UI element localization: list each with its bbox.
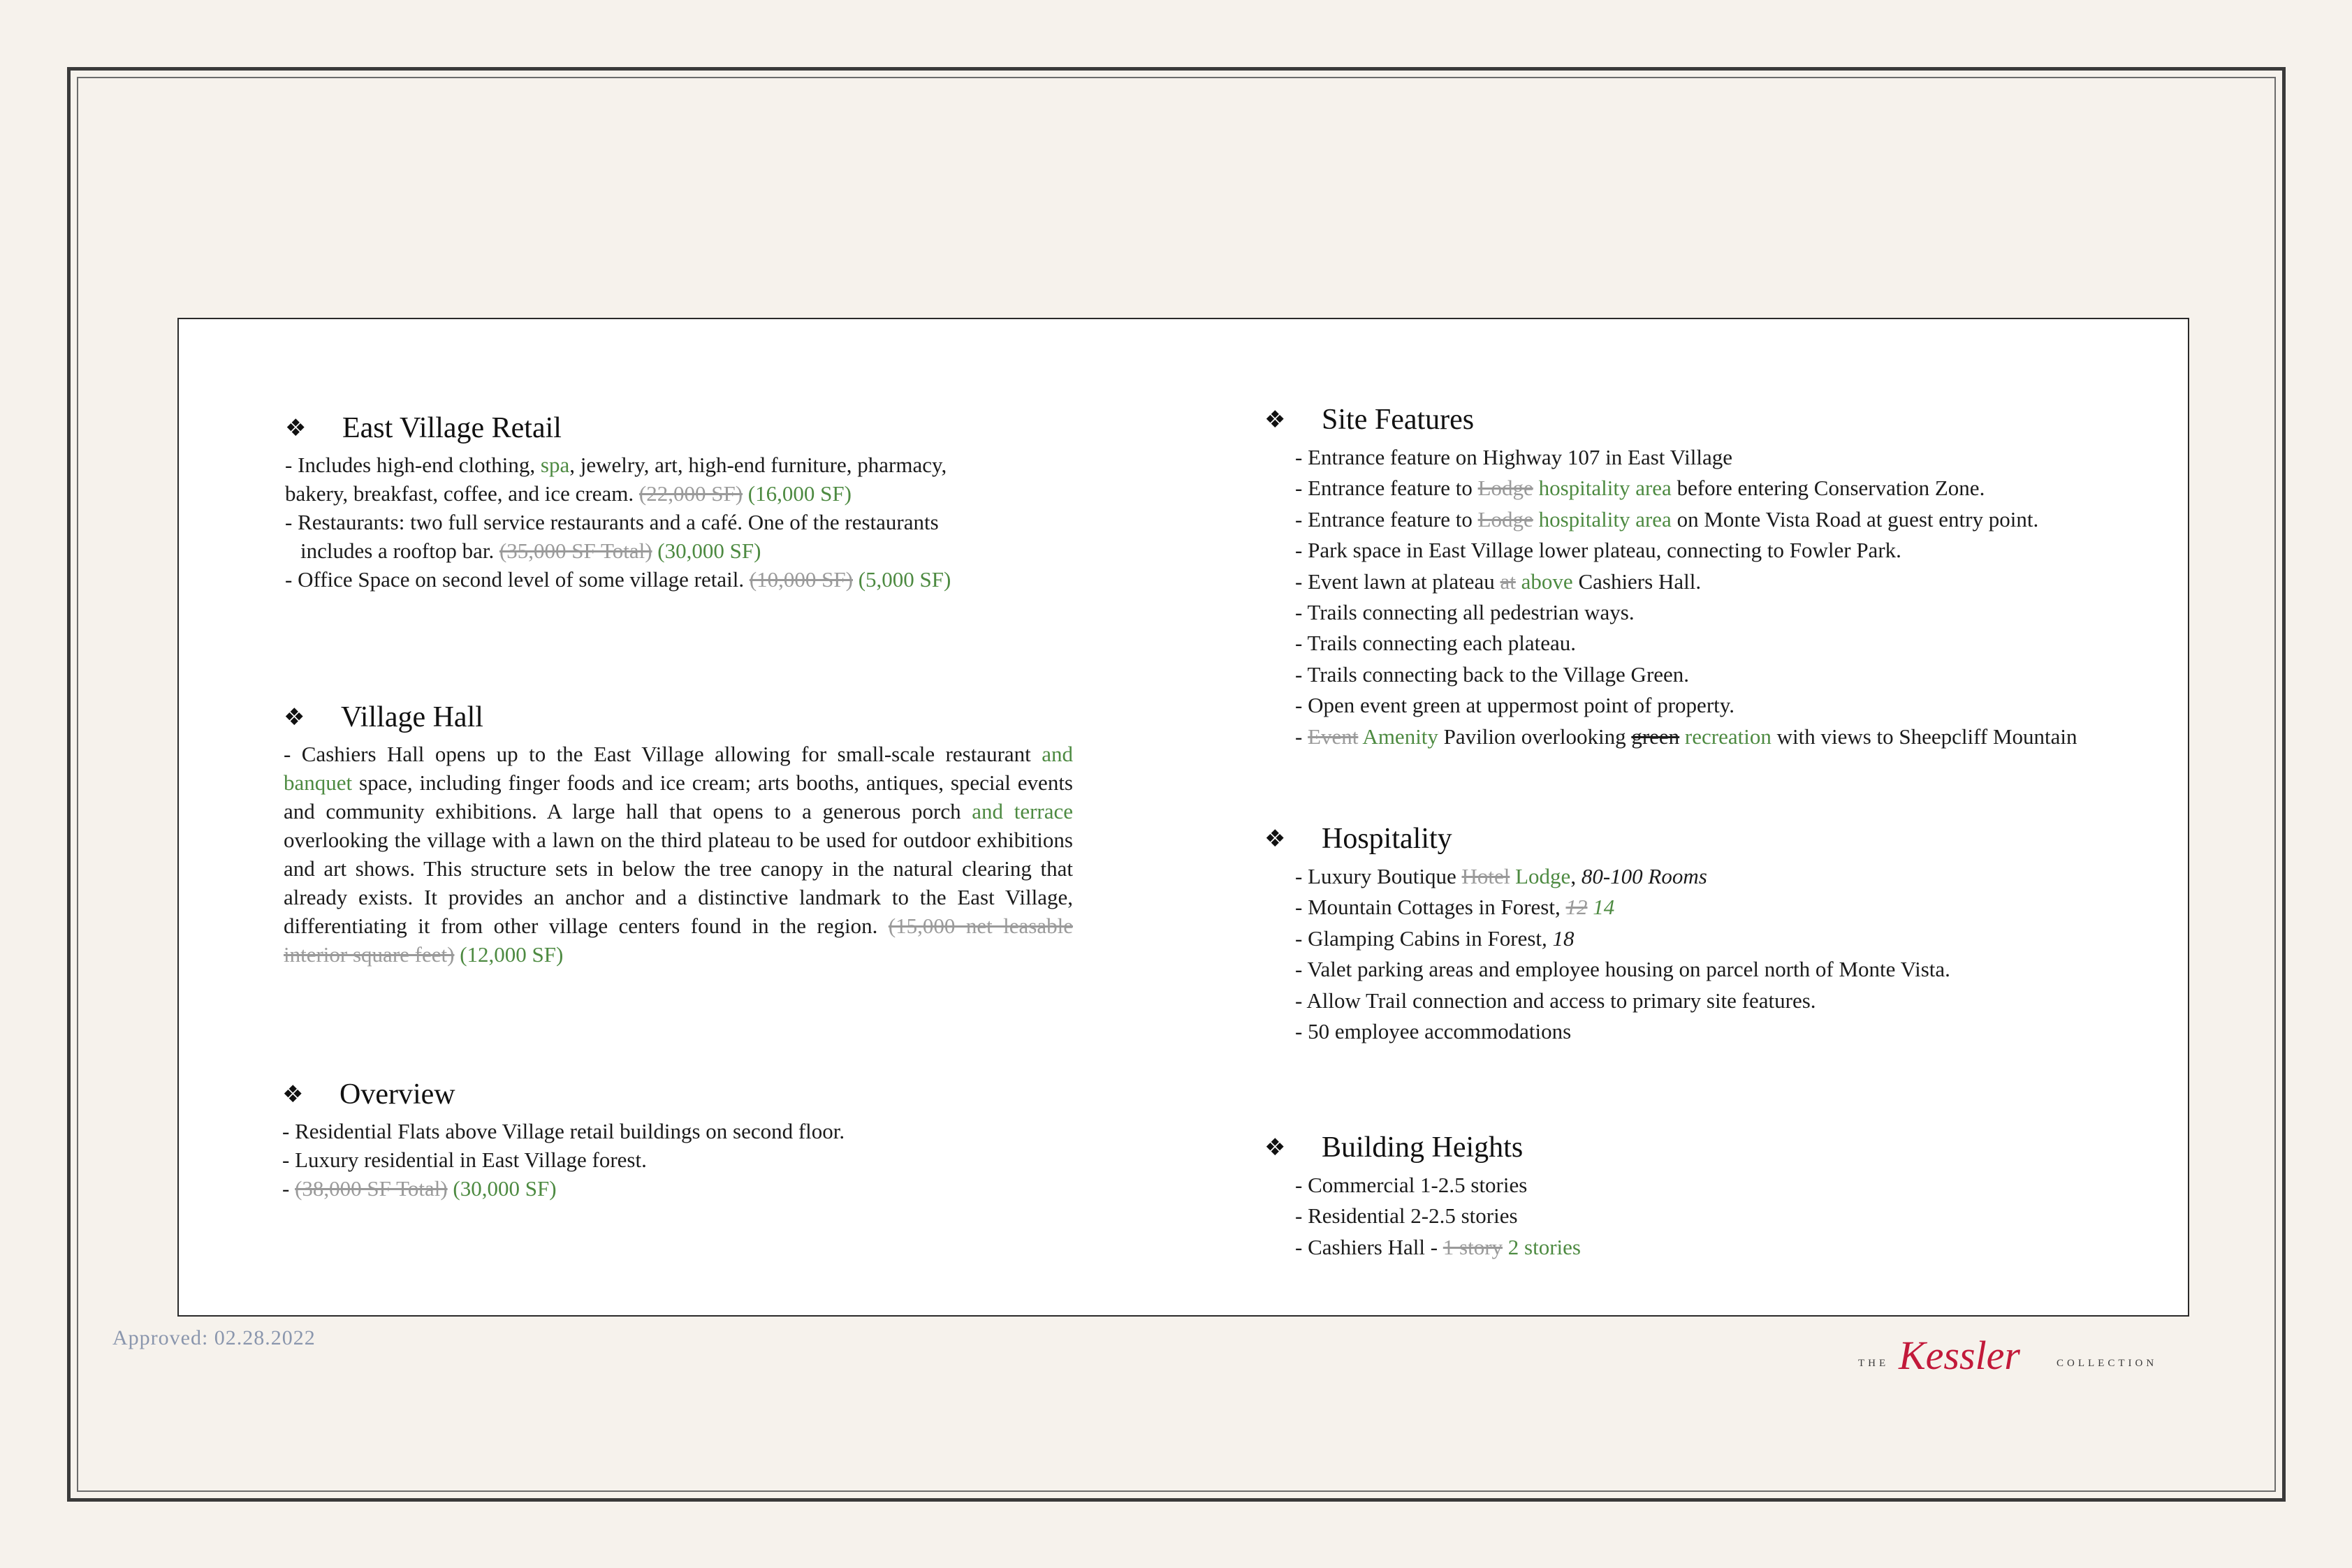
added-text: (16,000 SF): [743, 481, 852, 506]
text: - Luxury Boutique: [1295, 864, 1462, 888]
section-heading: [284, 701, 1073, 734]
section-heading: [1264, 822, 2172, 856]
section-heading: [1264, 1131, 2172, 1164]
text: - Luxury residential in East Village forest.: [282, 1148, 647, 1172]
added-text: (30,000 SF): [652, 538, 761, 563]
removed-text: Lodge: [1477, 476, 1533, 501]
removed-text: green: [1631, 724, 1680, 749]
section-heading: [1264, 403, 2172, 437]
text: -: [1295, 724, 1308, 749]
added-text: 2 stories: [1503, 1234, 1581, 1259]
section-body: [285, 450, 1109, 594]
text: - Open event green at uppermost point of property.: [1295, 693, 1734, 718]
diamond-bullet-icon: ❖: [284, 703, 305, 731]
text: - Mountain Cottages in Forest: [1295, 895, 1555, 920]
section-body: [282, 1117, 1086, 1203]
text: - Restaurants: two full service restaurants and a café. One of the restaurants: [285, 510, 939, 534]
text: - Trails connecting back to the Village Green.: [1295, 661, 1690, 687]
text: before entering Conservation Zone.: [1671, 476, 1985, 501]
text: , jewelry, art, high-end furniture, pharmacy,: [569, 453, 947, 477]
section-title: Building Heights: [1322, 1131, 1524, 1164]
removed-text: (10,000 SF): [749, 567, 853, 592]
added-text: (12,000 SF): [454, 942, 564, 967]
added-text: (30,000 SF): [447, 1176, 557, 1201]
section-east-village-retail: [285, 411, 1109, 594]
added-text: and terrace: [972, 799, 1074, 823]
removed-text: (15,000 net leasable interior square feet): [284, 914, 1073, 967]
italic-text: 80-100 Rooms: [1581, 864, 1707, 888]
removed-text: Hotel: [1461, 864, 1510, 888]
section-overview: [282, 1078, 1086, 1203]
text: Cashiers Hall.: [1572, 569, 1702, 594]
section-village-hall: [284, 701, 1073, 969]
section-title: Overview: [339, 1078, 455, 1111]
added-text: spa: [540, 453, 570, 477]
italic-text: , 18: [1542, 925, 1575, 951]
text: space, including finger foods and ice cream; arts booths, antiques, special events and community exhibitions. A large hall that opens to a generous porch: [284, 770, 1073, 823]
added-text: Amenity: [1358, 724, 1438, 749]
removed-text: Lodge: [1477, 506, 1533, 532]
text: Pavilion overlooking: [1438, 724, 1632, 749]
section-body: [1264, 1170, 2172, 1263]
section-title: Hospitality: [1322, 823, 1452, 855]
text: -: [282, 1176, 295, 1201]
section-building-heights: [1264, 1131, 2172, 1263]
text: overlooking the village with a lawn on the third plateau to be used for outdoor exhibitions and art shows. This structure sets in below the tree canopy in the natural clearing that already exists. It provides an anchor and a distinctive landmark to the East Village, differentiating it from other village centers found in the region.: [284, 828, 1073, 938]
text: with views to Sheepcliff Mountain: [1771, 724, 2077, 749]
text: - Cashiers Hall -: [1295, 1234, 1443, 1259]
section-title: Site Features: [1322, 404, 1475, 436]
section-site-features: [1264, 403, 2172, 752]
section-body: [284, 740, 1073, 969]
diamond-bullet-icon: ❖: [1264, 825, 1286, 853]
text: - Glamping Cabins in Forest: [1295, 925, 1542, 951]
text: - Entrance feature to: [1295, 506, 1478, 532]
section-title: Village Hall: [341, 701, 483, 733]
text: - Entrance feature to: [1295, 476, 1478, 501]
logo-kessler: Kessler: [1899, 1333, 2020, 1378]
removed-text: at: [1500, 569, 1516, 594]
text: - 50 employee accommodations: [1295, 1019, 1572, 1044]
text: - Entrance feature on Highway 107 in East Village: [1295, 445, 1732, 469]
text: - Residential 2-2.5 stories: [1295, 1203, 1518, 1229]
added-text: 14: [1587, 895, 1615, 920]
logo-the: THE: [1858, 1358, 1890, 1369]
section-hospitality: [1264, 822, 2172, 1047]
text: - Event lawn at plateau: [1295, 569, 1500, 594]
text: - Trails connecting all pedestrian ways.: [1295, 600, 1635, 625]
removed-text: (35,000 SF Total): [499, 538, 652, 563]
removed-text: 1 story: [1442, 1234, 1503, 1259]
added-text: hospitality area: [1533, 476, 1672, 501]
added-text: hospitality area: [1533, 506, 1672, 532]
diamond-bullet-icon: ❖: [1264, 1134, 1286, 1162]
removed-text: 12: [1565, 895, 1588, 920]
section-body: [1264, 861, 2172, 1047]
added-text: above: [1515, 569, 1573, 594]
approval-date: Approved: 02.28.2022: [112, 1326, 316, 1349]
content-card: [177, 318, 2189, 1317]
text: on Monte Vista Road at guest entry point.: [1671, 506, 2039, 532]
text: - Allow Trail connection and access to primary site features.: [1295, 988, 1816, 1013]
section-heading: [285, 411, 1109, 445]
logo-collection: COLLECTION: [2057, 1358, 2158, 1369]
italic-text: ,: [1554, 895, 1566, 920]
text: - Includes high-end clothing,: [285, 453, 541, 477]
text: ,: [1570, 864, 1582, 888]
text: - Trails connecting each plateau.: [1295, 631, 1577, 656]
added-text: (5,000 SF): [852, 567, 951, 592]
added-text: Lodge: [1510, 864, 1571, 888]
text: - Cashiers Hall opens up to the East Village allowing for small-scale restaurant: [284, 742, 1042, 766]
text: includes a rooftop bar.: [300, 538, 499, 563]
text: - Residential Flats above Village retail buildings on second floor.: [282, 1119, 845, 1143]
added-text: recreation: [1679, 724, 1772, 749]
text: - Commercial 1-2.5 stories: [1295, 1173, 1528, 1197]
text: - Park space in East Village lower plateau, connecting to Fowler Park.: [1295, 538, 1901, 563]
text: - Valet parking areas and employee housing on parcel north of Monte Vista.: [1295, 957, 1950, 982]
section-heading: [282, 1078, 1086, 1111]
kessler-collection-logo: [1857, 1327, 2178, 1390]
removed-text: (38,000 SF Total): [295, 1176, 448, 1201]
removed-text: Event: [1308, 724, 1359, 749]
diamond-bullet-icon: ❖: [285, 414, 307, 442]
diamond-bullet-icon: ❖: [282, 1080, 304, 1108]
removed-text: (22,000 SF): [638, 481, 743, 506]
section-body: [1264, 442, 2172, 752]
text: bakery, breakfast, coffee, and ice cream.: [285, 481, 639, 506]
section-title: East Village Retail: [342, 412, 562, 444]
diamond-bullet-icon: ❖: [1264, 406, 1286, 434]
text: - Office Space on second level of some village retail.: [285, 567, 750, 592]
added-text: and banquet: [284, 742, 1073, 795]
